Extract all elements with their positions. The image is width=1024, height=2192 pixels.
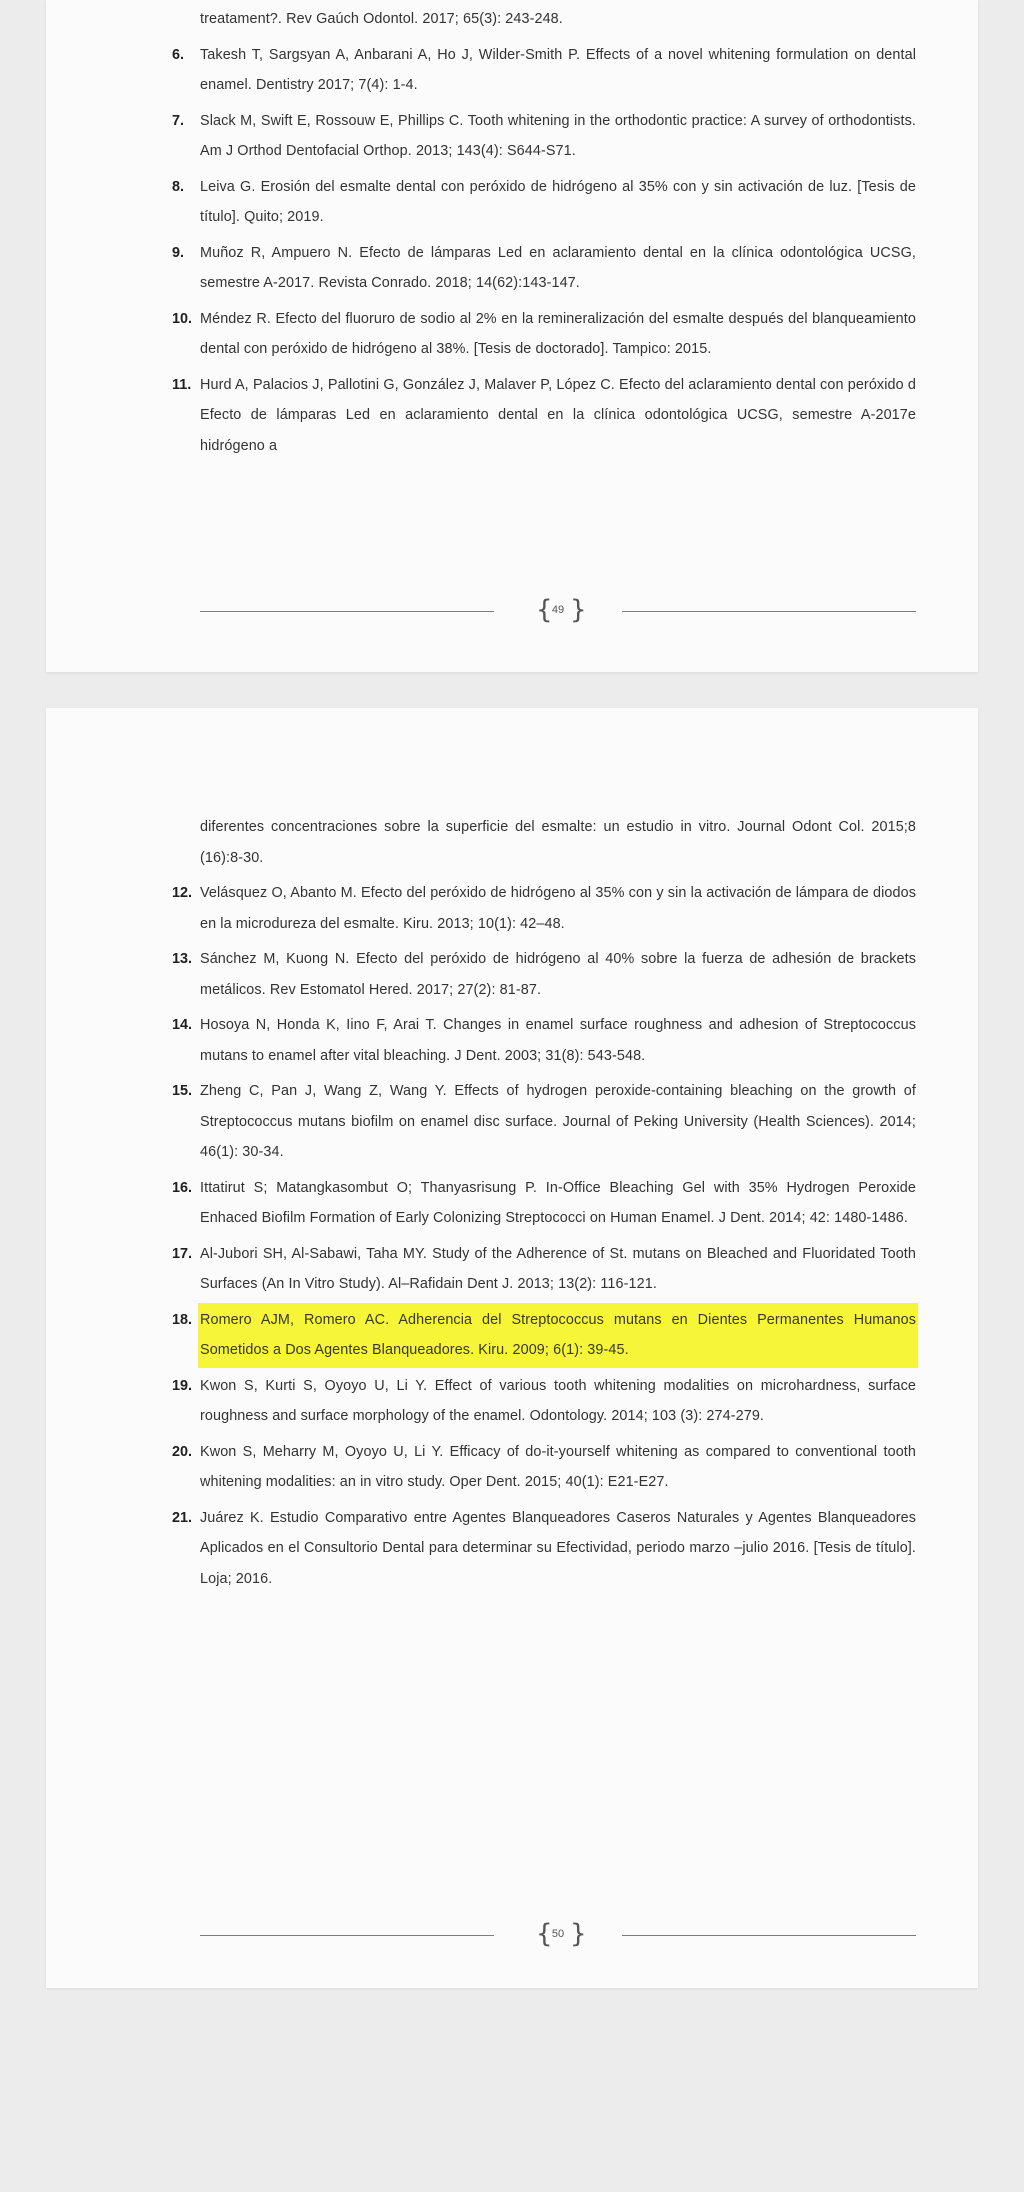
- reference-number: 9.: [172, 244, 185, 261]
- reference-number: 18.: [172, 1311, 193, 1328]
- footer-rule: [622, 611, 916, 612]
- reference-text: treatament?. Rev Gaúch Odontol. 2017; 65(3): 243-248.: [200, 11, 563, 27]
- reference-number: 21.: [172, 1509, 193, 1526]
- reference-text: Juárez K. Estudio Comparativo entre Agentes Blanqueadores Caseros Naturales y Agentes Blanqueadores Aplicados en el Consultorio Dental para determinar su Efectividad, periodo marzo –julio 2016. [Tesis de título]. Loja; 2016.: [200, 1509, 916, 1587]
- reference-list: [172, 812, 916, 1604]
- reference-text: Méndez R. Efecto del fluoruro de sodio al 2% en la remineralización del esmalte después del blanqueamiento dental con peróxido de hidrógeno al 38%. [Tesis de doctorado]. Tampico: 2015.: [200, 310, 916, 357]
- page-number: 49: [551, 604, 565, 616]
- reference-item: [172, 944, 916, 1005]
- page-footer: [200, 1920, 916, 1950]
- reference-text: Kwon S, Meharry M, Oyoyo U, Li Y. Efficacy of do-it-yourself whitening as compared to conventional tooth whitening modalities: an in vitro study. Oper Dent. 2015; 40(1): E21-E27.: [200, 1443, 916, 1490]
- document-page-49: [46, 0, 978, 672]
- document-page-50: [46, 708, 978, 1988]
- reference-number: 8.: [172, 178, 185, 195]
- reference-text: Slack M, Swift E, Rossouw E, Phillips C. Tooth whitening in the orthodontic practice: A survey of orthodontists. Am J Orthod Dentofacial Orthop. 2013; 143(4): S644-S71.: [200, 112, 916, 159]
- reference-text: Sánchez M, Kuong N. Efecto del peróxido de hidrógeno al 40% sobre la fuerza de adhesión de brackets metálicos. Rev Estomatol Hered. 2017; 27(2): 81-87.: [200, 951, 916, 998]
- reference-text: Leiva G. Erosión del esmalte dental con peróxido de hidrógeno al 35% con y sin activación de luz. [Tesis de título]. Quito; 2019.: [200, 178, 916, 225]
- reference-item: [172, 1371, 916, 1432]
- reference-number: 6.: [172, 46, 185, 63]
- reference-text: Muñoz R, Ampuero N. Efecto de lámparas Led en aclaramiento dental en la clínica odontológica UCSG, semestre A-2017. Revista Conrado. 2018; 14(62):143-147.: [200, 244, 916, 291]
- reference-item: [172, 238, 916, 299]
- page-footer: [200, 596, 916, 626]
- reference-item: [172, 106, 916, 167]
- reference-text: Takesh T, Sargsyan A, Anbarani A, Ho J, Wilder-Smith P. Effects of a novel whitening formulation on dental enamel. Dentistry 2017; 7(4): 1-4.: [200, 46, 916, 93]
- reference-item-highlighted: [172, 1305, 916, 1366]
- reference-number: 16.: [172, 1179, 193, 1196]
- reference-number: 7.: [172, 112, 185, 129]
- reference-number: 19.: [172, 1377, 193, 1394]
- reference-number: 14.: [172, 1017, 193, 1033]
- reference-number: 15.: [172, 1083, 193, 1099]
- reference-item: [172, 1076, 916, 1168]
- reference-item: [172, 304, 916, 365]
- reference-item: [172, 370, 916, 462]
- reference-number: [172, 4, 200, 35]
- reference-text: Zheng C, Pan J, Wang Z, Wang Y. Effects of hydrogen peroxide-containing bleaching on the growth of Streptococcus mutans biofilm on enamel disc surface. Journal of Peking University (Health Sciences). 2014; 46(1): 30-34.: [200, 1083, 916, 1160]
- reference-text: Kwon S, Kurti S, Oyoyo U, Li Y. Effect of various tooth whitening modalities on microhardness, surface roughness and surface morphology of the enamel. Odontology. 2014; 103 (3): 274-279.: [200, 1377, 916, 1424]
- reference-item: [172, 1010, 916, 1071]
- reference-text: Romero AJM, Romero AC. Adherencia del Streptococcus mutans en Dientes Permanentes Humanos Sometidos a Dos Agentes Blanqueadores. Kiru. 2009; 6(1): 39-45.: [200, 1305, 916, 1366]
- bracket-right: }: [570, 595, 587, 625]
- reference-number: 10.: [172, 310, 193, 327]
- footer-rule: [200, 611, 494, 612]
- reference-item: [200, 812, 916, 873]
- reference-item: [172, 1503, 916, 1595]
- bracket-right: }: [570, 1919, 587, 1949]
- reference-text: Al-Jubori SH, Al-Sabawi, Taha MY. Study of the Adherence of St. mutans on Bleached and Fluoridated Tooth Surfaces (An In Vitro Study). Al–Rafidain Dent J. 2013; 13(2): 116-121.: [200, 1245, 916, 1292]
- bracket-left: {: [536, 1919, 553, 1949]
- reference-number: [172, 812, 200, 873]
- reference-item: [172, 40, 916, 101]
- footer-rule: [200, 1935, 494, 1936]
- reference-list: [172, 4, 916, 466]
- reference-text: Ittatirut S; Matangkasombut O; Thanyasrisung P. In-Office Bleaching Gel with 35% Hydrogen Peroxide Enhaced Biofilm Formation of Early Colonizing Streptococci on Human Enamel. J Dent. 2014; 42: 1480-1486.: [200, 1179, 916, 1226]
- reference-item: [172, 1239, 916, 1300]
- bracket-left: {: [536, 595, 553, 625]
- reference-number: 12.: [172, 885, 193, 901]
- reference-number: 17.: [172, 1245, 193, 1262]
- reference-number: 13.: [172, 951, 193, 967]
- reference-number: 20.: [172, 1443, 193, 1460]
- reference-text: Hurd A, Palacios J, Pallotini G, González J, Malaver P, López C. Efecto del aclaramiento dental con peróxido d Efecto de lámparas Led en aclaramiento dental en la clínica odontológica UCSG, semestre A-2017e hidrógeno a: [200, 376, 916, 454]
- page-number: 50: [551, 1928, 565, 1940]
- footer-rule: [622, 1935, 916, 1936]
- reference-text: Velásquez O, Abanto M. Efecto del peróxido de hidrógeno al 35% con y sin la activación de lámpara de diodos en la microdureza del esmalte. Kiru. 2013; 10(1): 42–48.: [200, 885, 916, 932]
- reference-text: Hosoya N, Honda K, Iino F, Arai T. Changes in enamel surface roughness and adhesion of Streptococcus mutans to enamel after vital bleaching. J Dent. 2003; 31(8): 543-548.: [200, 1017, 916, 1064]
- reference-item: [200, 4, 916, 35]
- reference-item: [172, 172, 916, 233]
- reference-text: diferentes concentraciones sobre la superficie del esmalte: un estudio in vitro. Journal Odont Col. 2015;8 (16):8-30.: [200, 819, 916, 866]
- reference-number: 11.: [172, 376, 192, 393]
- reference-item: [172, 1437, 916, 1498]
- reference-item: [172, 1173, 916, 1234]
- reference-item: [172, 878, 916, 939]
